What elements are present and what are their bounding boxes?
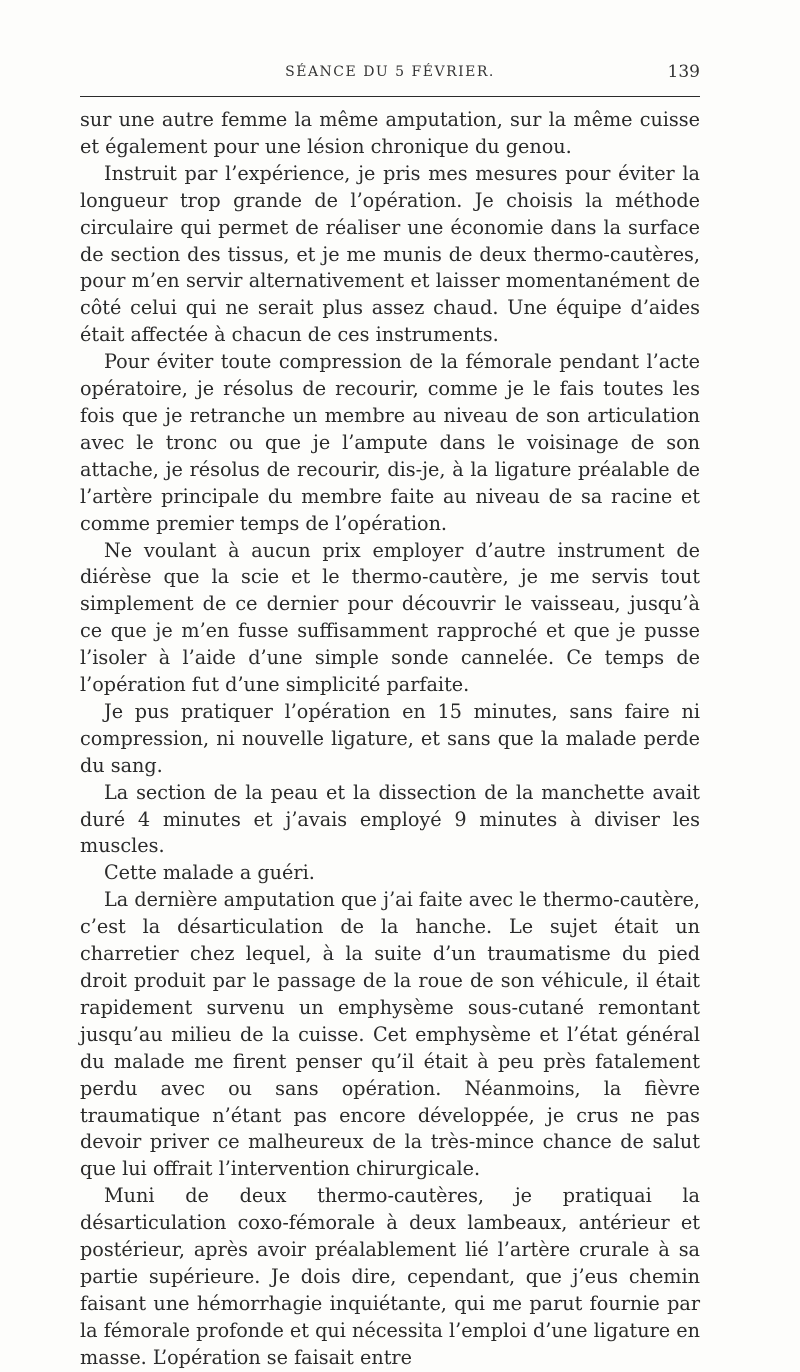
paragraph: Instruit par l’expérience, je pris mes mesures pour éviter la longueur trop grande de l’opération. Je choisis la méthode circulaire qui permet de réaliser une économie dans la surface de section des tissus, et je me munis de deux thermo-cautères, pour m’en servir alternativement et laisser momentanément de côté celui qui ne serait plus assez chaud. Une équipe d’aides était affectée à chacun de ces instruments. [80, 161, 700, 347]
paragraph: Cette malade a guéri. [104, 861, 315, 885]
paragraph: La section de la peau et la dissection de la manchette avait duré 4 minutes et j’avais employé 9 minutes à diviser les muscles. [80, 780, 700, 858]
body-text [80, 107, 700, 1372]
running-head [80, 58, 700, 88]
paragraph: Muni de deux thermo-cautères, je pratiquai la désarticulation coxo-fémorale à deux lambeaux, antérieur et postérieur, après avoir préalablement lié l’artère crurale à sa partie supérieure. Je dois dire, cependant, que j’eus chemin faisant une hémorrhagie inquiétante, qui me parut fournie par la fémorale profonde et qui nécessita l’emploi d’une ligature en masse. L’opération se faisait entre [80, 1184, 700, 1369]
paragraph: La dernière amputation que j’ai faite avec le thermo-cautère, c’est la désarticulation de la hanche. Le sujet était un charretier chez lequel, à la suite d’un traumatisme du pied droit produit par le passage de la roue de son véhicule, il était rapidement survenu un emphysème sous-cutané remontant jusqu’au milieu de la cuisse. Cet emphysème et l’état général du malade me firent penser qu’il était à peu près fatalement perdu avec ou sans opération. Néanmoins, la fièvre traumatique n’étant pas encore développée, je crus ne pas devoir priver ce malheureux de la très-mince chance de salut que lui offrait l’intervention chirurgicale. [80, 888, 700, 1181]
paragraph: sur une autre femme la même amputation, sur la même cuisse et également pour une lésion chronique du genou. [80, 108, 700, 158]
paragraph: Pour éviter toute compression de la fémorale pendant l’acte opératoire, je résolus de recourir, comme je le fais toutes les fois que je retranche un membre au niveau de son articulation avec le tronc ou que je l’ampute dans le voisinage de son attache, je résolus de recourir, dis-je, à la ligature préalable de l’artère principale du membre faite au niveau de sa racine et comme premier temps de l’opération. [80, 350, 700, 535]
book-page [80, 58, 700, 1372]
running-head-title: SÉANCE DU 5 FÉVRIER. [285, 64, 495, 80]
paragraph: Je pus pratiquer l’opération en 15 minutes, sans faire ni compression, ni nouvelle ligature, et sans que la malade perde du sang. [80, 699, 700, 777]
page-number: 139 [667, 62, 700, 82]
paragraph: Ne voulant à aucun prix employer d’autre instrument de diérèse que la scie et le thermo-cautère, je me servis tout simplement de ce dernier pour découvrir le vaisseau, jusqu’à ce que je m’en fusse suffisamment rapproché et que je pusse l’isoler à l’aide d’une simple sonde cannelée. Ce temps de l’opération fut d’une simplicité parfaite. [80, 538, 700, 697]
header-rule [80, 96, 700, 97]
